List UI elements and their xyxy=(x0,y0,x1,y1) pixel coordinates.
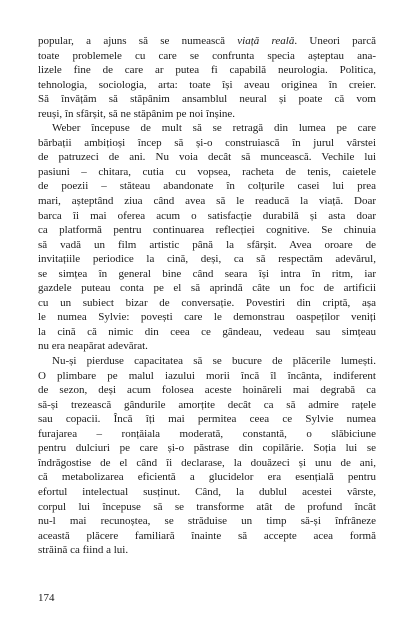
text-line: de sezon, deși acum folosea aceste hoinăreli mai degrabă ca xyxy=(38,384,376,397)
page-number: 174 xyxy=(38,592,55,604)
text-line: tehnologia, sociologia, arta: toate își aveau originea în creier. xyxy=(38,78,376,91)
body-text xyxy=(38,34,376,558)
text-line: corpul lui începuse să se transforme atât de profund încât xyxy=(38,500,376,513)
text-line: invitațiile periodice la cină, deși, ca să respectăm adevărul, xyxy=(38,253,376,266)
paragraph xyxy=(38,34,376,121)
text-line: îndrăgostise de el când îi declarase, la douăzeci și unu de ani, xyxy=(38,456,376,469)
text-line: să-și trezească gândurile amorțite decât ca să admire rațele xyxy=(38,398,376,411)
text-line: popular, a ajuns să se numească viață reală. Uneori parcă xyxy=(38,35,376,47)
italic-phrase: viață reală xyxy=(237,35,295,47)
text-line: străină ca fiind a lui. xyxy=(38,544,129,557)
text-line: barca îi mai oferea acum o satisfacție durabilă și asta doar xyxy=(38,209,376,222)
text-line: bărbații ambițioși încep să și-o construiască în jurul vârstei xyxy=(38,136,376,149)
text-line: Să învățăm să stăpânim ansamblul neural și poate că vom xyxy=(38,93,376,106)
text-line: nu-l mai recunoștea, se străduise un timp să-și înfrâneze xyxy=(38,515,376,528)
text-line: la cină că nimic din ceea ce gândeau, vedeau sau simțeau xyxy=(38,325,376,338)
text-line: toate problemele cu care se confrunta specia așteptau ana- xyxy=(38,49,376,62)
text-line: de poezii – stăteau abandonate în colțurile casei lui prea xyxy=(38,180,376,193)
text-line: reuși, în sfârșit, să ne stăpânim pe noi înșine. xyxy=(38,107,236,120)
text-line: lizele fine de care ar putea fi capabilă neurologia. Politica, xyxy=(38,64,376,77)
text-line: nu era neapărat adevărat. xyxy=(38,340,148,353)
text-line: mari, așteptând ziua când avea să le readucă la viață. Doar xyxy=(38,195,376,208)
text-line: să vadă un film artistic până la sfârșit. Avea oroare de xyxy=(38,238,376,251)
text-line: sau copacii. Încă îți mai permitea ceea ce Sylvie numea xyxy=(38,413,376,426)
paragraph xyxy=(38,121,376,354)
text-line: cu un subiect bizar de conversație. Povestiri din criptă, așa xyxy=(38,296,376,309)
text-line: efortul intelectual susținut. Când, la dublul acestei vârste, xyxy=(38,485,376,498)
text-line: pentru dulciuri pe care și-o păstrase din copilărie. Soția lui se xyxy=(38,442,376,455)
text-line: de patruzeci de ani. Nu voia decât să muncească. Vechile lui xyxy=(38,151,376,164)
text-line: gazdele puteau conta pe el să aprindă câte un foc de artificii xyxy=(38,282,376,295)
text-line: Weber începuse de mult să se retragă din lumea pe care xyxy=(52,122,376,135)
text-line: O plimbare pe malul iazului morii încă îl încânta, indiferent xyxy=(38,369,376,382)
text-line: această plăcere familiară înainte să accepte acea formă xyxy=(38,529,376,542)
text-line: pasiuni – chitara, cutia cu vopsea, racheta de tenis, caietele xyxy=(38,165,376,178)
text-line: furajarea – ronțăiala moderată, constantă, o slăbiciune xyxy=(38,427,376,440)
text-line: le numea Sylvie: povești care le demonstrau oaspeților veniți xyxy=(38,311,376,324)
text-line: că metabolizarea eficientă a glucidelor era esențială pentru xyxy=(38,471,376,484)
text-line: Nu-și pierduse capacitatea să se bucure de plăcerile lumești. xyxy=(52,355,376,368)
text-line: se simțea în general bine când seara își intra în ritm, iar xyxy=(38,267,376,280)
text-line: ca platformă pentru continuarea reflecției cognitive. Se chinuia xyxy=(38,224,376,237)
paragraph xyxy=(38,354,376,558)
